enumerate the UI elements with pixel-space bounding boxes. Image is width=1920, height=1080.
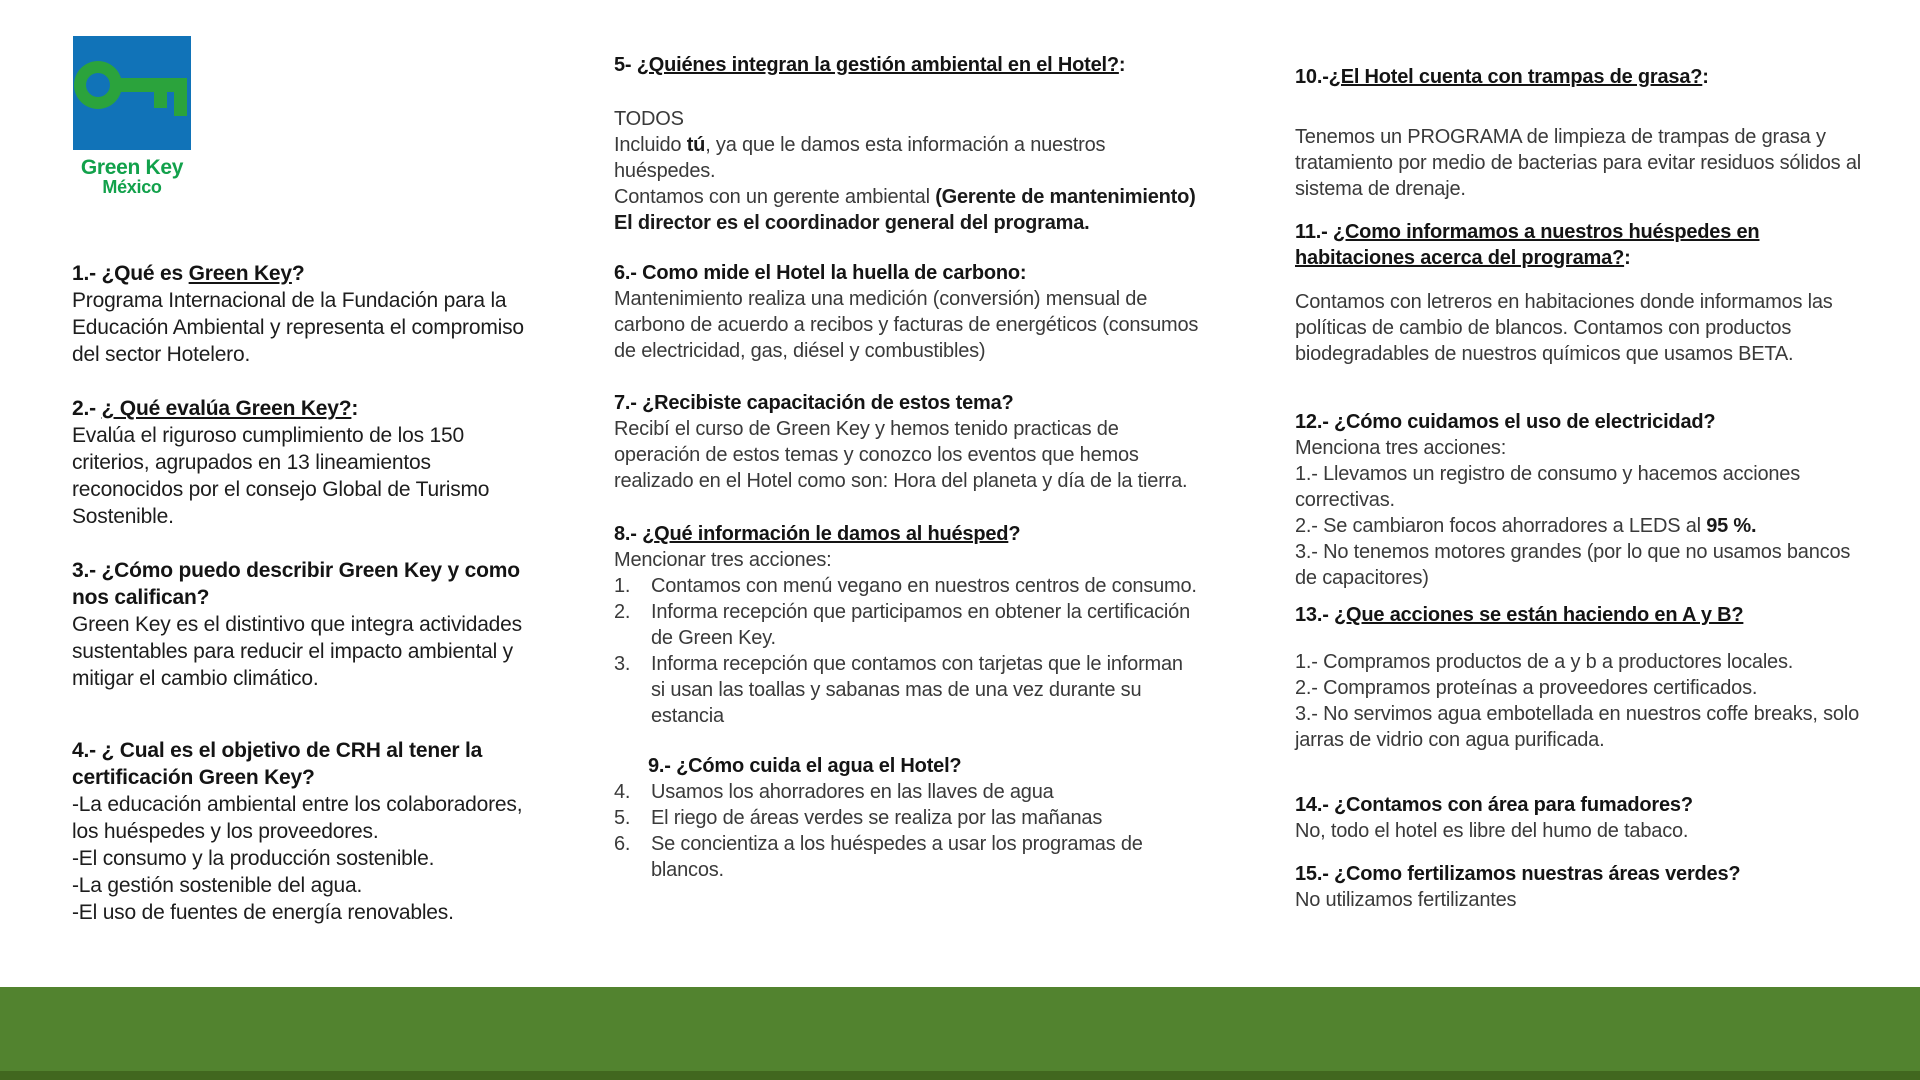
list-item [614,573,1200,599]
paragraph [72,899,540,926]
text-run: Mencionar tres acciones: [614,549,832,571]
list-item-text [651,831,1200,883]
text-run: ? [291,262,305,285]
text-run: ¿ Qué evalúa Green Key? [101,397,352,420]
green-key-logo [73,36,191,197]
text-run: Qué información le damos al huésped [654,523,1009,545]
text-run: ¿Como informamos a nuestros huéspedes en habitaciones acerca del programa? [1295,221,1760,269]
section-heading [614,52,1200,78]
text-run: Evalúa el riguroso cumplimiento de los 150 criterios, agrupados en 13 lineamientos reconocidos por el consejo Global de Turismo Sostenible. [72,424,490,528]
text-run: 2.- [72,397,102,420]
paragraph [614,210,1200,236]
paragraph [614,106,1200,132]
logo-title: Green Key [80,156,184,179]
text-run: Usamos los ahorradores en las llaves de agua [651,781,1054,803]
text-run: El director es el coordinador general del programa. [614,212,1090,234]
list-item-number: 1. [614,575,631,597]
paragraph [614,547,1200,573]
text-run: 95 %. [1706,515,1757,537]
paragraph [614,132,1200,184]
text-run: : [1624,247,1631,269]
paragraph [1295,887,1871,913]
paragraph [614,416,1200,494]
text-run: 6.- Como mide el Hotel la huella de carbono: [614,262,1027,284]
paragraph [72,287,540,368]
paragraph [1295,435,1871,461]
paragraph [1295,124,1871,202]
footer-band-edge [0,1071,1920,1080]
list-item [614,651,1200,729]
text-run: Green Key es el distintivo que integra actividades sustentables para reducir el impacto ambiental y mitigar el cambio climático. [72,613,522,690]
text-run: 5- [614,54,637,76]
paragraph [72,872,540,899]
green-key-icon [73,36,191,150]
text-run: ¿Quiénes integran la gestión ambiental en el Hotel? [636,54,1119,76]
logo-subtitle: México [102,177,162,197]
list-item [614,805,1200,831]
section-heading [72,737,540,791]
text-run: -La educación ambiental entre los colaboradores, los huéspedes y los proveedores. [72,793,523,843]
paragraph [1295,539,1871,591]
text-run: 13.- [1295,604,1335,626]
paragraph [614,286,1200,364]
text-run: 15.- ¿Como fertilizamos nuestras áreas verdes? [1295,863,1741,885]
paragraph [72,422,540,530]
paragraph [72,845,540,872]
list-item-text [651,599,1200,651]
question-column-3 [1295,64,1871,913]
text-run: Se concientiza a los huéspedes a usar los programas de blancos. [651,833,1143,881]
text-run: 8.- ¿ [614,523,655,545]
text-run: 14.- ¿Contamos con área para fumadores? [1295,794,1693,816]
text-run: No, todo el hotel es libre del humo de tabaco. [1295,820,1689,842]
text-run: 7.- ¿Recibiste capacitación de estos tema? [614,392,1014,414]
text-run: El riego de áreas verdes se realiza por las mañanas [651,807,1103,829]
text-run: ¿Que acciones se están haciendo en A y B? [1334,604,1744,626]
text-run: ¿El Hotel cuenta con trampas de grasa? [1328,66,1703,88]
question-column-1 [72,260,540,926]
text-run: Informa recepción que contamos con tarjetas que le informan si usan las toallas y sabanas mas de una vez durante su estancia [651,653,1183,727]
list-item-number: 5. [614,807,631,829]
text-run: : [1118,54,1126,76]
text-run: Mantenimiento realiza una medición (conversión) mensual de carbono de acuerdo a recibos y facturas de energéticos (consumos de electricidad, gas, diésel y combustibles) [614,288,1199,362]
text-run: Contamos con un gerente ambiental [614,186,936,208]
section-heading [1295,219,1871,271]
list-item-number: 4. [614,781,631,803]
text-run: 10.- [1295,66,1329,88]
section-heading [72,557,540,611]
paragraph [72,791,540,845]
section-heading [1295,409,1871,435]
list-item [614,779,1200,805]
section-heading [648,753,1200,779]
paragraph [1295,818,1871,844]
text-run: 11.- [1295,221,1333,243]
text-run: , ya que le damos esta información a nuestros huéspedes. [614,134,1106,182]
list-item-number: 2. [614,601,631,623]
text-run: Informa recepción que participamos en obtener la certificación de Green Key. [651,601,1191,649]
text-run: Incluido [614,134,687,156]
text-run: (Gerente de mantenimiento) [935,186,1196,208]
text-run: -El consumo y la producción sostenible. [72,847,435,870]
footer-band [0,987,1920,1080]
text-run: 1.- Compramos productos de a y b a productores locales. [1295,651,1794,673]
text-run: 3.- No servimos agua embotellada en nuestros coffe breaks, solo jarras de vidrio con agua purificada. [1295,703,1860,751]
list-item-text [651,779,1054,805]
text-run: Recibí el curso de Green Key y hemos tenido practicas de operación de estos temas y conozco los eventos que hemos realizado en el Hotel como son: Hora del planeta y día de la tierra. [614,418,1188,492]
section-heading [1295,792,1871,818]
list-item [614,599,1200,651]
text-run: 1.- Llevamos un registro de consumo y hacemos acciones correctivas. [1295,463,1801,511]
text-run: 3.- No tenemos motores grandes (por lo que no usamos bancos de capacitores) [1295,541,1851,589]
text-run: Green Key [188,262,292,285]
text-run: 4.- ¿ Cual es el objetivo de CRH al tener la certificación Green Key? [72,739,483,789]
text-run: 1.- ¿Qué es [72,262,189,285]
text-run: ? [1008,523,1021,545]
question-column-2 [614,52,1200,883]
text-run: -El uso de fuentes de energía renovables. [72,901,454,924]
paragraph [72,611,540,692]
section-heading [1295,861,1871,887]
text-run: tú [686,134,706,156]
paragraph [1295,701,1871,753]
text-run: Menciona tres acciones: [1295,437,1507,459]
list-item-number: 6. [614,833,631,855]
text-run: 9.- ¿Cómo cuida el agua el Hotel? [648,755,962,777]
list-item-number: 3. [614,653,631,675]
paragraph [1295,513,1871,539]
section-heading [1295,64,1871,90]
paragraph [1295,675,1871,701]
list-item-text [651,651,1200,729]
section-heading [1295,602,1871,628]
paragraph [614,184,1200,210]
section-heading [614,390,1200,416]
text-run: : [351,397,359,420]
section-heading [614,260,1200,286]
section-heading [614,521,1200,547]
text-run: 2.- Se cambiaron focos ahorradores a LEDS al [1295,515,1707,537]
text-run: : [1702,66,1709,88]
text-run: 12.- ¿Cómo cuidamos el uso de electricidad? [1295,411,1716,433]
text-run: -La gestión sostenible del agua. [72,874,363,897]
list-item [614,831,1200,883]
text-run: Contamos con letreros en habitaciones donde informamos las políticas de cambio de blancos. Contamos con productos biodegradables de nuestros químicos que usamos BETA. [1295,291,1833,365]
paragraph [1295,461,1871,513]
text-run: Contamos con menú vegano en nuestros centros de consumo. [651,575,1197,597]
section-heading [72,260,540,287]
text-run: Tenemos un PROGRAMA de limpieza de trampas de grasa y tratamiento por medio de bacterias para evitar residuos sólidos al sistema de drenaje. [1295,126,1861,200]
text-run: 2.- Compramos proteínas a proveedores certificados. [1295,677,1758,699]
text-run: Programa Internacional de la Fundación para la Educación Ambiental y representa el compromiso del sector Hotelero. [72,289,524,366]
list-item-text [651,573,1197,599]
paragraph [1295,289,1871,367]
text-run: 3.- ¿Cómo puedo describir Green Key y como nos califican? [72,559,520,609]
text-run: No utilizamos fertilizantes [1295,889,1517,911]
text-run: TODOS [614,108,684,130]
section-heading [72,395,540,422]
list-item-text [651,805,1102,831]
paragraph [1295,649,1871,675]
